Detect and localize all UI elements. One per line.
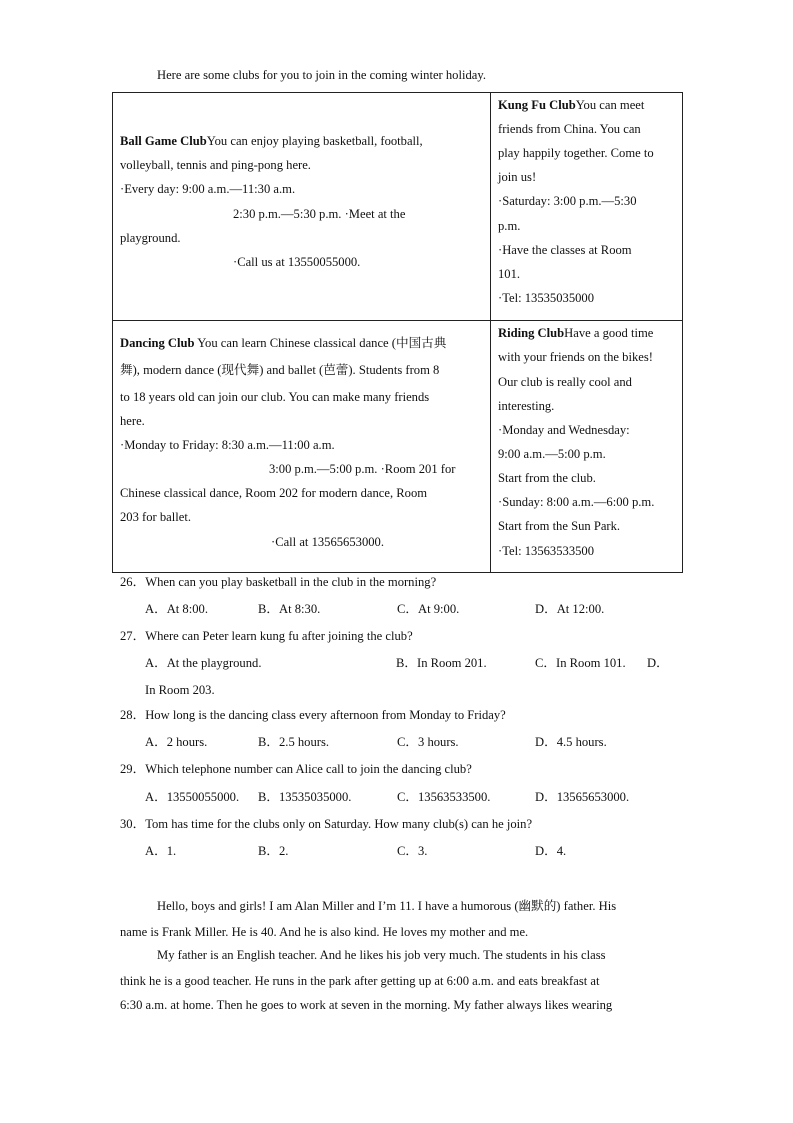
table-divider-horizontal bbox=[112, 320, 682, 321]
option-c: C．In Room 101. bbox=[535, 656, 626, 670]
option-b: B．At 8:30. bbox=[258, 602, 321, 616]
option-d: D．4. bbox=[535, 844, 567, 858]
option-b: B．13535035000. bbox=[258, 790, 352, 804]
question-text: 30．Tom has time for the clubs only on Saturday. How many club(s) can he join? bbox=[120, 817, 533, 831]
option-d: D．At 12:00. bbox=[535, 602, 605, 616]
club-text: ·Sunday: 8:00 a.m.—6:00 p.m. bbox=[498, 495, 655, 509]
club-text: interesting. bbox=[498, 399, 555, 413]
club-text: ·Call at 13565653000. bbox=[271, 535, 384, 549]
question-text: 27．Where can Peter learn kung fu after joining the club? bbox=[120, 629, 413, 643]
club-text: 203 for ballet. bbox=[120, 510, 191, 524]
club-text: ·Saturday: 3:00 p.m.—5:30 bbox=[498, 194, 637, 208]
club-text: volleyball, tennis and ping-pong here. bbox=[120, 158, 311, 172]
club-text: 3:00 p.m.—5:00 p.m. ·Room 201 for bbox=[269, 462, 456, 476]
option-a: A．At the playground. bbox=[145, 656, 262, 670]
club-text: 101. bbox=[498, 267, 521, 281]
option-b: B．2. bbox=[258, 844, 289, 858]
club-text: You can enjoy playing basketball, football, bbox=[206, 134, 423, 148]
table-divider-vertical bbox=[490, 92, 491, 572]
club-text: You can learn Chinese classical dance (中国古典 bbox=[194, 336, 447, 350]
question-text: 28．How long is the dancing class every afternoon from Monday to Friday? bbox=[120, 708, 506, 722]
option-d: D． bbox=[647, 656, 669, 670]
club-text: 舞), modern dance (现代舞) and ballet (芭蕾). Students from 8 bbox=[120, 363, 440, 377]
question-text: 26．When can you play basketball in the club in the morning? bbox=[120, 575, 437, 589]
club-text: friends from China. You can bbox=[498, 122, 641, 136]
club-text: here. bbox=[120, 414, 145, 428]
club-text: p.m. bbox=[498, 219, 521, 233]
club-text: playground. bbox=[120, 231, 181, 245]
intro-text: Here are some clubs for you to join in the coming winter holiday. bbox=[157, 68, 486, 82]
option-b: B．2.5 hours. bbox=[258, 735, 330, 749]
option-a: A．2 hours. bbox=[145, 735, 208, 749]
option-c: C．3. bbox=[397, 844, 428, 858]
club-name: Kung Fu Club bbox=[498, 98, 576, 112]
club-text: 2:30 p.m.—5:30 p.m. ·Meet at the bbox=[233, 207, 406, 221]
option-b: B．In Room 201. bbox=[396, 656, 487, 670]
club-text: with your friends on the bikes! bbox=[498, 350, 653, 364]
club-text: to 18 years old can join our club. You can make many friends bbox=[120, 390, 430, 404]
option-c: C．3 hours. bbox=[397, 735, 459, 749]
club-text: 9:00 a.m.—5:00 p.m. bbox=[498, 447, 606, 461]
club-text: ·Monday and Wednesday: bbox=[498, 423, 630, 437]
club-name: Riding Club bbox=[498, 326, 565, 340]
club-text: ·Monday to Friday: 8:30 a.m.—11:00 a.m. bbox=[120, 438, 335, 452]
club-text: join us! bbox=[498, 170, 537, 184]
club-text: ·Tel: 13563533500 bbox=[498, 544, 595, 558]
option-c: C．At 9:00. bbox=[397, 602, 460, 616]
option-c: C．13563533500. bbox=[397, 790, 491, 804]
option-d: D．4.5 hours. bbox=[535, 735, 607, 749]
passage-line: name is Frank Miller. He is 40. And he is also kind. He loves my mother and me. bbox=[120, 925, 529, 939]
club-text: ·Call us at 13550055000. bbox=[233, 255, 361, 269]
club-text: ·Every day: 9:00 a.m.—11:30 a.m. bbox=[120, 182, 296, 196]
club-text: Have a good time bbox=[564, 326, 654, 340]
option-a: A．13550055000. bbox=[145, 790, 240, 804]
club-name: Ball Game Club bbox=[120, 134, 207, 148]
club-text: Start from the Sun Park. bbox=[498, 519, 621, 533]
passage-line: Hello, boys and girls! I am Alan Miller and I’m 11. I have a humorous (幽默的) father. His bbox=[157, 899, 617, 913]
club-text: Start from the club. bbox=[498, 471, 596, 485]
option-d-text: In Room 203. bbox=[145, 683, 215, 697]
option-d: D．13565653000. bbox=[535, 790, 630, 804]
question-text: 29．Which telephone number can Alice call to join the dancing club? bbox=[120, 762, 472, 776]
club-text: Our club is really cool and bbox=[498, 375, 632, 389]
club-text: play happily together. Come to bbox=[498, 146, 654, 160]
club-text: ·Have the classes at Room bbox=[498, 243, 632, 257]
club-text: You can meet bbox=[575, 98, 645, 112]
passage-line: think he is a good teacher. He runs in the park after getting up at 6:00 a.m. and eats breakfast at bbox=[120, 974, 600, 988]
club-text: Chinese classical dance, Room 202 for modern dance, Room bbox=[120, 486, 428, 500]
club-name: Dancing Club bbox=[120, 336, 195, 350]
option-a: A．1. bbox=[145, 844, 177, 858]
option-a: A．At 8:00. bbox=[145, 602, 208, 616]
passage-line: My father is an English teacher. And he likes his job very much. The students in his class bbox=[157, 948, 606, 962]
passage-line: 6:30 a.m. at home. Then he goes to work at seven in the morning. My father always likes wearing bbox=[120, 998, 613, 1012]
club-text: ·Tel: 13535035000 bbox=[498, 291, 595, 305]
